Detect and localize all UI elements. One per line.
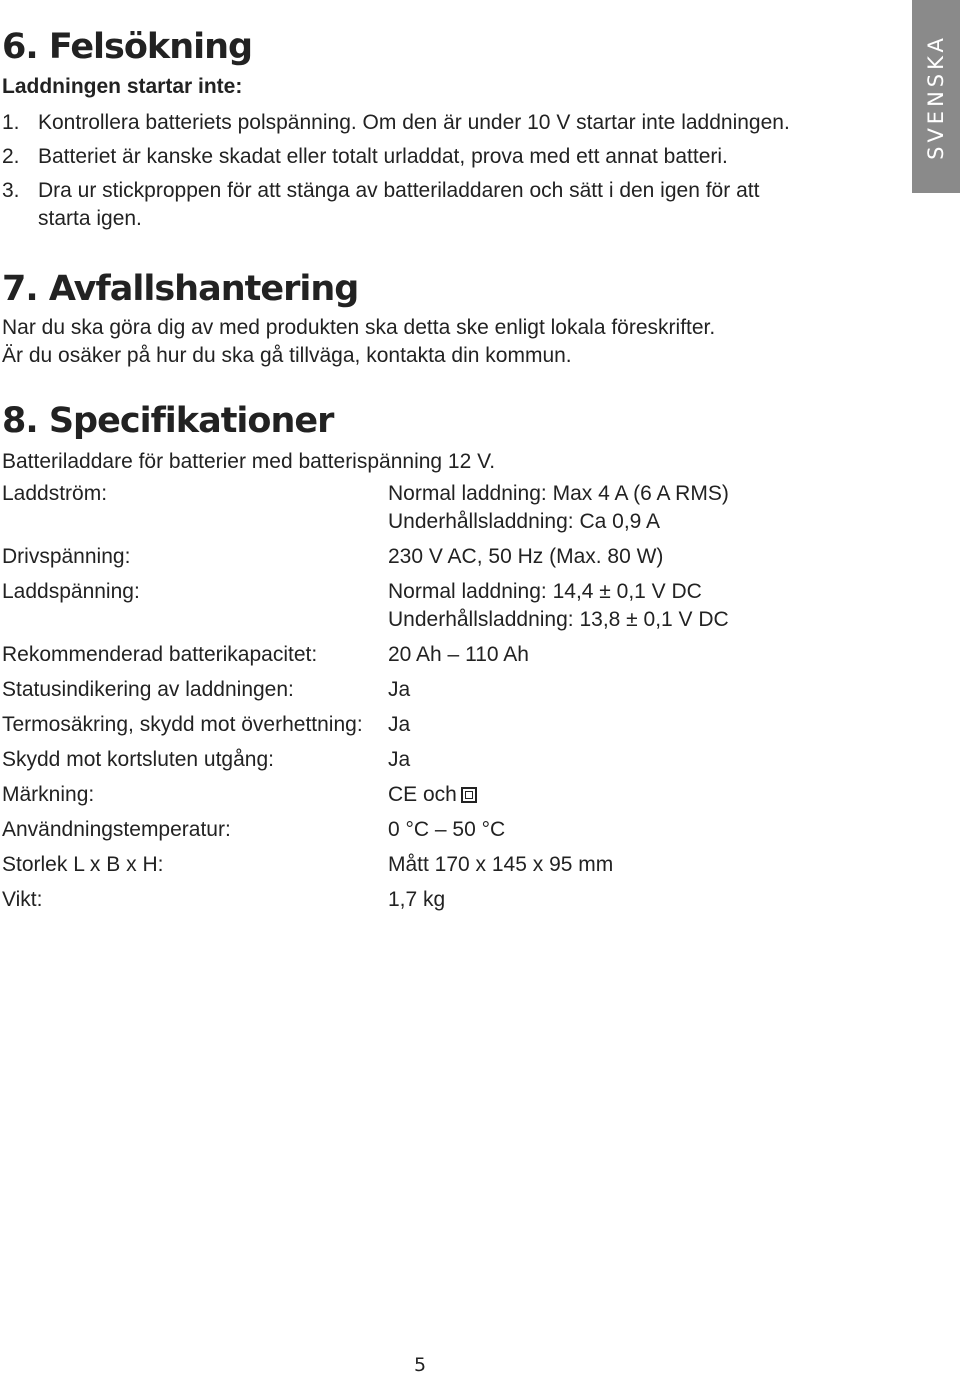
spec-label: Rekommenderad batterikapacitet: bbox=[2, 643, 318, 666]
list-number: 2. bbox=[2, 145, 20, 168]
list-text: Kontrollera batteriets polspänning. Om den är under 10 V startar inte laddningen. bbox=[38, 111, 790, 134]
spec-label: Laddspänning: bbox=[2, 580, 140, 603]
specs-intro: Batteriladdare för batterier med batterispänning 12 V. bbox=[2, 450, 496, 473]
page-number: 5 bbox=[413, 1354, 427, 1376]
specs-table bbox=[2, 480, 802, 921]
spec-row bbox=[2, 886, 802, 914]
spec-row bbox=[2, 711, 802, 739]
section-6-title: 6. Felsökning bbox=[2, 27, 253, 67]
list-item bbox=[2, 174, 790, 233]
spec-row bbox=[2, 746, 802, 774]
spec-row bbox=[2, 480, 802, 536]
troubleshooting-list bbox=[2, 106, 790, 233]
spec-label: Termosäkring, skydd mot överhettning: bbox=[2, 713, 363, 736]
spec-label: Märkning: bbox=[2, 783, 95, 806]
class-ii-double-square-icon bbox=[461, 787, 477, 803]
language-tab-label: SVENSKA bbox=[924, 33, 948, 160]
spec-value-text: CE och bbox=[388, 783, 457, 806]
section-7-title: 7. Avfallshantering bbox=[2, 269, 359, 309]
spec-value bbox=[388, 781, 477, 809]
spec-label: Laddström: bbox=[2, 482, 108, 505]
spec-value: 20 Ah – 110 Ah bbox=[388, 643, 529, 666]
list-item bbox=[2, 106, 790, 140]
disposal-text-line-2: Är du osäker på hur du ska gå tillväga, kontakta din kommun. bbox=[2, 344, 572, 367]
language-tab bbox=[912, 0, 960, 193]
section-6-subtitle: Laddningen startar inte: bbox=[2, 75, 243, 98]
spec-row bbox=[2, 816, 802, 844]
list-text-line-1: Dra ur stickproppen för att stänga av batteriladdaren och sätt i den igen för att bbox=[38, 179, 760, 202]
spec-value-line-2: Underhållsladdning: 13,8 ± 0,1 V DC bbox=[388, 608, 729, 631]
spec-row bbox=[2, 851, 802, 879]
disposal-text-line-1: Nar du ska göra dig av med produkten ska detta ske enligt lokala föreskrifter. bbox=[2, 316, 716, 339]
spec-label: Statusindikering av laddningen: bbox=[2, 678, 294, 701]
section-8-title: 8. Specifikationer bbox=[2, 401, 334, 441]
spec-value: 0 °C – 50 °C bbox=[388, 818, 506, 841]
spec-row bbox=[2, 641, 802, 669]
spec-value: Mått 170 x 145 x 95 mm bbox=[388, 853, 614, 876]
spec-value-line-1: Normal laddning: Max 4 A (6 A RMS) bbox=[388, 482, 729, 505]
spec-value-line-2: Underhållsladdning: Ca 0,9 A bbox=[388, 510, 661, 533]
spec-label: Användningstemperatur: bbox=[2, 818, 231, 841]
spec-value bbox=[388, 578, 729, 634]
spec-value: 1,7 kg bbox=[388, 888, 446, 911]
spec-label: Drivspänning: bbox=[2, 545, 131, 568]
spec-row bbox=[2, 578, 802, 634]
spec-value bbox=[388, 480, 729, 536]
spec-label: Skydd mot kortsluten utgång: bbox=[2, 748, 274, 771]
list-number: 3. bbox=[2, 179, 20, 202]
list-number: 1. bbox=[2, 111, 20, 134]
spec-value: 230 V AC, 50 Hz (Max. 80 W) bbox=[388, 545, 664, 568]
spec-value: Ja bbox=[388, 678, 411, 701]
list-text: Batteriet är kanske skadat eller totalt urladdat, prova med ett annat batteri. bbox=[38, 145, 728, 168]
spec-row bbox=[2, 543, 802, 571]
spec-label: Vikt: bbox=[2, 888, 43, 911]
spec-value: Ja bbox=[388, 748, 411, 771]
spec-row bbox=[2, 676, 802, 704]
list-text-line-2: starta igen. bbox=[38, 207, 142, 230]
spec-label: Storlek L x B x H: bbox=[2, 853, 164, 876]
spec-value: Ja bbox=[388, 713, 411, 736]
spec-row bbox=[2, 781, 802, 809]
list-item bbox=[2, 140, 790, 174]
spec-value-line-1: Normal laddning: 14,4 ± 0,1 V DC bbox=[388, 580, 702, 603]
